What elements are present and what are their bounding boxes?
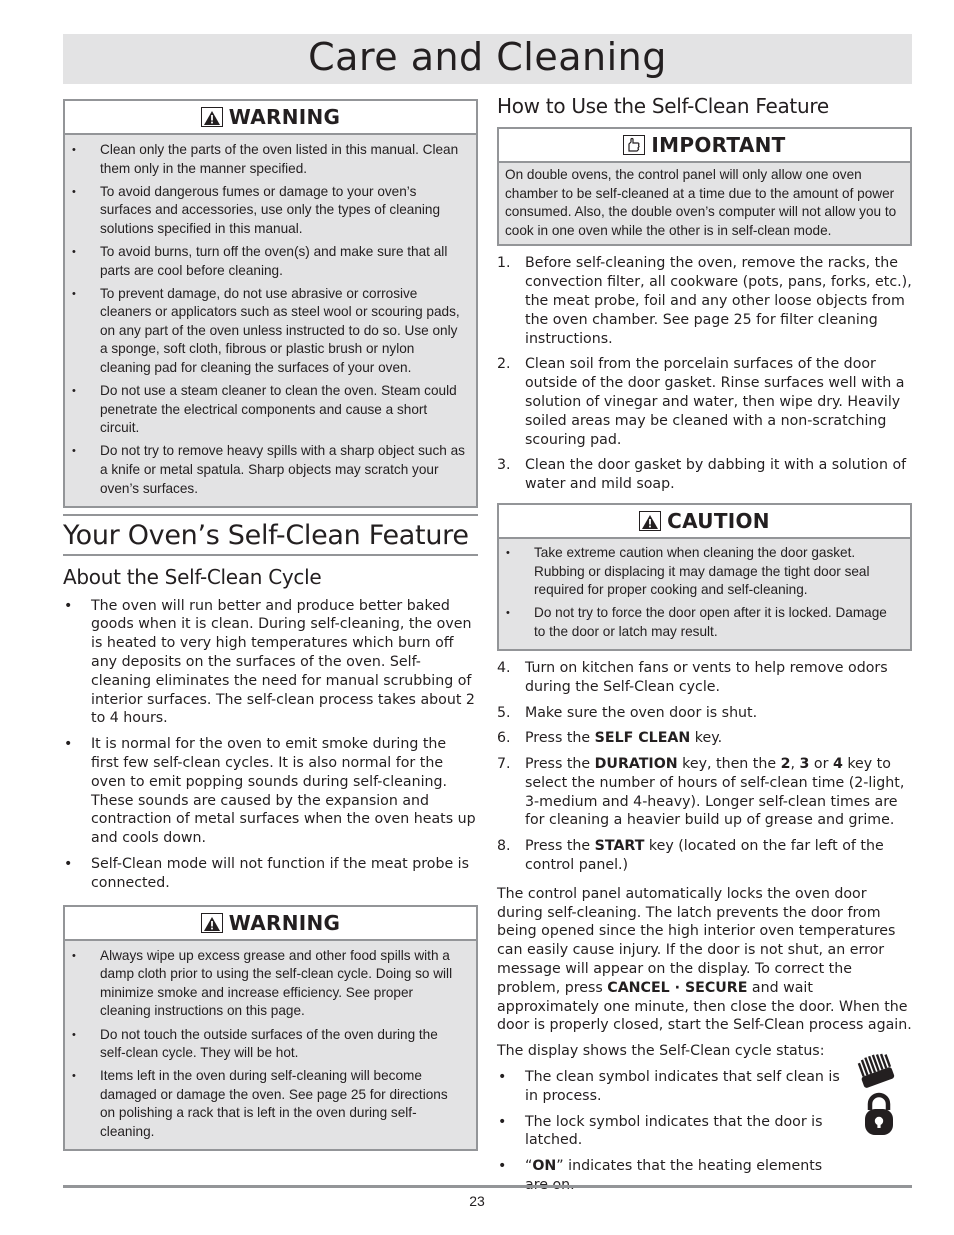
paragraph-text: The control panel automatically locks the oven door during self-cleaning. The latch prevents the door from being opened since the high interior oven temperatures can easily cause injury. If the door is not shut, an error message will appear on the display. To correct the problem, press bbox=[497, 885, 896, 996]
warning-header bbox=[65, 101, 476, 135]
caution-label: CAUTION bbox=[667, 508, 770, 533]
step-text: , bbox=[790, 756, 800, 773]
important-text: On double ovens, the control panel will only allow one oven chamber to be self-cleaned at a time due to the amount of power consumed. Also, the double oven’s computer will not allow you to cook in one oven while the other is in self-clean mode. bbox=[505, 167, 897, 238]
page-title: Care and Cleaning bbox=[308, 35, 667, 79]
step-number: 7. bbox=[497, 756, 511, 773]
warning-list bbox=[65, 941, 476, 1149]
step-text: Before self-cleaning the oven, remove the racks, the convection filter, all cookware (pots, pans, forks, etc.), the meat probe, foil and any other loose objects from the oven chamber. See page 25 for filter cleaning instructions. bbox=[525, 255, 912, 347]
key-name: CANCEL · SECURE bbox=[607, 979, 748, 996]
key-name: SELF CLEAN bbox=[594, 730, 691, 747]
warning-item: • Do not use a steam cleaner to clean the oven. Steam could penetrate the electrical components and cause a short circuit. bbox=[71, 382, 466, 438]
step-number: 1. bbox=[497, 255, 511, 272]
caution-item: • Take extreme caution when cleaning the door gasket. Rubbing or displacing it may damage the tight door seal required for proper cooking and self-cleaning. bbox=[505, 544, 900, 600]
howto-title: How to Use the Self-Clean Feature bbox=[497, 94, 829, 118]
warning-triangle-icon bbox=[639, 511, 661, 531]
left-column bbox=[63, 99, 478, 1151]
step-text: Make sure the oven door is shut. bbox=[525, 704, 758, 721]
key-name: 2 bbox=[780, 756, 791, 773]
step-number: 8. bbox=[497, 838, 511, 855]
panel-paragraph bbox=[497, 885, 912, 1035]
step-text: key to select the number of hours of self-clean time (2-light, 3-medium and 4-heavy). Longer self-clean times are for cleaning a heavier build up of grease and grime. bbox=[525, 756, 905, 829]
step-text: or bbox=[809, 756, 833, 773]
step-item bbox=[497, 729, 912, 748]
step-text: key, then the bbox=[677, 756, 781, 773]
step-text: Clean the door gasket by dabbing it with a solution of water and mild soap. bbox=[525, 457, 907, 493]
caution-header bbox=[499, 505, 910, 539]
key-name: 4 bbox=[832, 756, 843, 773]
paragraph-text: and wait approximately one minute, then close the door. When the door is properly closed, start the Self-Clean process again. bbox=[497, 979, 912, 1034]
step-text: key. bbox=[690, 730, 723, 747]
page-number: 23 bbox=[469, 1193, 485, 1209]
caution-item: • Do not try to force the door open after it is locked. Damage to the door or latch may result. bbox=[505, 604, 900, 641]
key-name: 3 bbox=[799, 756, 810, 773]
about-item: • Self-Clean mode will not function if the meat probe is connected. bbox=[63, 855, 478, 893]
warning-box-self-clean bbox=[63, 905, 478, 1151]
about-title: About the Self-Clean Cycle bbox=[63, 564, 322, 589]
step-text: Press the bbox=[525, 838, 595, 855]
about-item: • It is normal for the oven to emit smoke during the first few self-clean cycles. It is also normal for the oven to emit popping sounds during self-cleaning. These sounds are caused by the expansion and contraction of metal surfaces when the oven heats up and cools down. bbox=[63, 735, 478, 848]
warning-item: • Do not touch the outside surfaces of the oven during the self-clean cycle. They will be hot. bbox=[71, 1026, 466, 1063]
step-number: 5. bbox=[497, 704, 511, 721]
hand-note-icon bbox=[623, 135, 645, 155]
warning-label: WARNING bbox=[228, 105, 341, 129]
warning-item: • Always wipe up excess grease and other food spills with a damp cloth prior to using the self-clean cycle. Doing so will minimize smoke and increase efficiency. See proper cleaning instructions on this page. bbox=[71, 947, 466, 1021]
page-title-bar bbox=[63, 34, 912, 84]
step-item bbox=[497, 456, 912, 494]
warning-triangle-icon bbox=[201, 107, 223, 127]
key-name: ON bbox=[532, 1158, 557, 1175]
about-list bbox=[63, 597, 478, 893]
status-item-clean: • The clean symbol indicates that self clean is in process. bbox=[497, 1068, 847, 1106]
lock-symbol-icon bbox=[861, 1092, 897, 1142]
step-item bbox=[497, 659, 912, 697]
step-text: Turn on kitchen fans or vents to help remove odors during the Self-Clean cycle. bbox=[525, 659, 888, 695]
important-header bbox=[499, 129, 910, 163]
clean-symbol-icon bbox=[853, 1049, 903, 1093]
step-number: 2. bbox=[497, 356, 511, 373]
status-list bbox=[497, 1068, 847, 1195]
warning-item: • To avoid dangerous fumes or damage to your oven’s surfaces and accessories, use only the types of cleaning solutions specified in this manual. bbox=[71, 183, 466, 239]
step-item bbox=[497, 355, 912, 449]
step-item bbox=[497, 837, 912, 875]
warning-label: WARNING bbox=[228, 910, 341, 935]
step-item bbox=[497, 254, 912, 348]
warning-list bbox=[65, 135, 476, 506]
step-text: Press the bbox=[525, 756, 595, 773]
key-name: DURATION bbox=[594, 756, 678, 773]
warning-item: • To avoid burns, turn off the oven(s) and make sure that all parts are cool before cleaning. bbox=[71, 243, 466, 280]
step-text: Clean soil from the porcelain surfaces of the door outside of the door gasket. Rinse surfaces well with a solution of vinegar and water, then wipe dry. Heavily soiled areas may be cleaned with a non-scratching scouring pad. bbox=[525, 356, 905, 448]
step-item bbox=[497, 704, 912, 723]
warning-box-cleaning bbox=[63, 99, 478, 508]
step-number: 3. bbox=[497, 457, 511, 474]
caution-box bbox=[497, 503, 912, 651]
steps-list-b bbox=[497, 659, 912, 875]
important-box bbox=[497, 127, 912, 246]
status-text: “ bbox=[525, 1158, 533, 1175]
caution-list bbox=[499, 539, 910, 649]
status-text: ” indicates that the heating elements bbox=[556, 1158, 823, 1175]
warning-item: • To prevent damage, do not use abrasive or corrosive cleaners or applicators such as steel wool or scouring pads, on any part of the oven unless instructed to do so. Use only a sponge, soft cloth, fibrous or plastic brush or nylon cleaning pad for cleaning the surfaces of your oven. bbox=[71, 285, 466, 378]
step-item bbox=[497, 755, 912, 830]
steps-list-a bbox=[497, 254, 912, 494]
step-text: key (located on the far left of the control panel.) bbox=[525, 838, 884, 874]
display-paragraph: The display shows the Self-Clean cycle status: bbox=[497, 1043, 825, 1060]
status-item-lock: • The lock symbol indicates that the door is latched. bbox=[497, 1113, 847, 1151]
status-item-on bbox=[497, 1157, 847, 1195]
footer-rule bbox=[63, 1185, 912, 1188]
right-column bbox=[497, 94, 912, 1202]
warning-triangle-icon bbox=[201, 913, 223, 933]
warning-item: • Do not try to remove heavy spills with a sharp object such as a knife or metal spatula. Sharp objects may scratch your oven’s surfaces. bbox=[71, 442, 466, 498]
warning-item: • Items left in the oven during self-cleaning will become damaged or damage the oven. See page 25 for directions on polishing a rack that is left in the oven during self-cleaning. bbox=[71, 1067, 466, 1141]
warning-header bbox=[65, 907, 476, 941]
important-label: IMPORTANT bbox=[651, 133, 786, 157]
step-number: 6. bbox=[497, 730, 511, 747]
about-item: • The oven will run better and produce better baked goods when it is clean. During self-cleaning, the oven is heated to very high temperatures which burn off any deposits on the surfaces of the oven. Self-cleaning eliminates the need for manual scrubbing of interior surfaces. The self-clean process takes about 2 to 4 hours. bbox=[63, 597, 478, 729]
section-title: Your Oven’s Self-Clean Feature bbox=[63, 514, 478, 556]
step-number: 4. bbox=[497, 659, 511, 676]
step-text: Press the bbox=[525, 730, 595, 747]
key-name: START bbox=[594, 838, 645, 855]
warning-item: • Clean only the parts of the oven listed in this manual. Clean them only in the manner specified. bbox=[71, 141, 466, 178]
